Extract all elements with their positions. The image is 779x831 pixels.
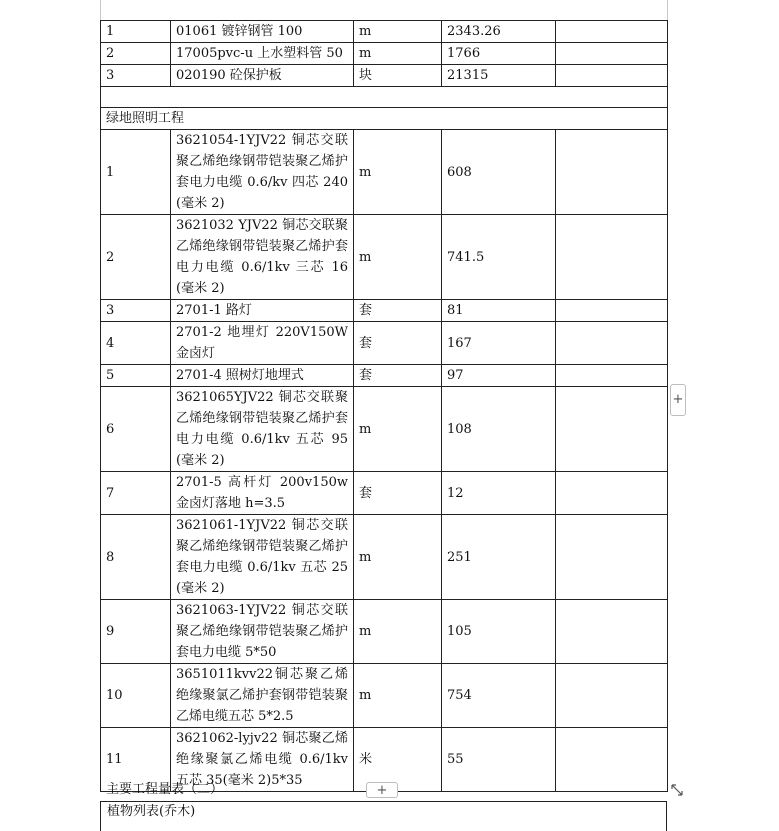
item-name-cell[interactable]: 2701-2 地埋灯 220V150W 金卤灯 <box>171 322 354 365</box>
row-number-cell[interactable]: 5 <box>101 365 171 387</box>
item-name-cell[interactable]: 020190 砼保护板 <box>171 65 354 87</box>
page-edge-right <box>667 0 668 22</box>
remark-cell[interactable] <box>556 130 668 215</box>
row-number-cell[interactable]: 8 <box>101 515 171 600</box>
section-heading-cell[interactable]: 绿地照明工程 <box>101 108 668 130</box>
row-number-cell[interactable]: 11 <box>101 728 171 792</box>
remark-cell[interactable] <box>556 300 668 322</box>
item-name-cell[interactable]: 3621054-1YJV22 铜芯交联聚乙烯绝缘钢带铠装聚乙烯护套电力电缆 0.6/kv 四芯 240(毫米 2) <box>171 130 354 215</box>
table-row <box>101 43 668 65</box>
quantity-cell[interactable]: 81 <box>442 300 556 322</box>
unit-cell[interactable]: 块 <box>354 65 442 87</box>
unit-cell[interactable]: m <box>354 130 442 215</box>
item-name-cell[interactable]: 3621062-lyjv22 铜芯聚乙烯绝缘聚氯乙烯电缆 0.6/1kv 五芯 35(毫米 2)5*35 <box>171 728 354 792</box>
unit-cell[interactable]: m <box>354 387 442 472</box>
table-caption: 主要工程量表（二） <box>106 782 224 797</box>
row-number-cell[interactable]: 4 <box>101 322 171 365</box>
quantity-cell[interactable]: 741.5 <box>442 215 556 300</box>
unit-cell[interactable]: 套 <box>354 472 442 515</box>
table-row <box>101 108 668 130</box>
unit-cell[interactable]: m <box>354 664 442 728</box>
row-number-cell[interactable]: 7 <box>101 472 171 515</box>
item-name-cell[interactable]: 2701-5 高杆灯 200v150w 金卤灯落地 h=3.5 <box>171 472 354 515</box>
item-name-cell[interactable]: 3621032 YJV22 铜芯交联聚乙烯绝缘钢带铠装聚乙烯护套电力电缆 0.6/1kv 三芯 16(毫米 2) <box>171 215 354 300</box>
quantity-cell[interactable]: 105 <box>442 600 556 664</box>
quantity-cell[interactable]: 108 <box>442 387 556 472</box>
quantity-cell[interactable]: 21315 <box>442 65 556 87</box>
plant-list-table <box>100 801 667 831</box>
row-number-cell[interactable]: 6 <box>101 387 171 472</box>
item-name-cell[interactable]: 3621065YJV22 铜芯交联聚乙烯绝缘钢带铠装聚乙烯护套电力电缆 0.6/1kv 五芯 95(毫米 2) <box>171 387 354 472</box>
row-number-cell[interactable]: 10 <box>101 664 171 728</box>
table-row <box>101 215 668 300</box>
table-row <box>101 600 668 664</box>
plant-list-title: 植物列表(乔木) <box>107 804 196 819</box>
item-name-cell[interactable]: 2701-1 路灯 <box>171 300 354 322</box>
remark-cell[interactable] <box>556 728 668 792</box>
table-row <box>101 365 668 387</box>
quantity-cell[interactable]: 55 <box>442 728 556 792</box>
remark-cell[interactable] <box>556 322 668 365</box>
quantity-cell[interactable]: 608 <box>442 130 556 215</box>
engineering-quantity-table <box>100 20 668 792</box>
quantity-cell[interactable]: 1766 <box>442 43 556 65</box>
remark-cell[interactable] <box>556 387 668 472</box>
row-number-cell[interactable]: 2 <box>101 215 171 300</box>
remark-cell[interactable] <box>556 664 668 728</box>
table-row <box>101 300 668 322</box>
row-number-cell[interactable]: 2 <box>101 43 171 65</box>
quantity-cell[interactable]: 754 <box>442 664 556 728</box>
unit-cell[interactable]: m <box>354 515 442 600</box>
item-name-cell[interactable]: 01061 镀锌钢管 100 <box>171 21 354 43</box>
unit-cell[interactable]: m <box>354 600 442 664</box>
item-name-cell[interactable]: 3621061-1YJV22 铜芯交联聚乙烯绝缘钢带铠装聚乙烯护套电力电缆 0.6/1kv 五芯 25(毫米 2) <box>171 515 354 600</box>
table-row <box>101 322 668 365</box>
add-row-button[interactable]: + <box>366 782 398 798</box>
blank-row-cell[interactable] <box>101 87 668 108</box>
unit-cell[interactable]: m <box>354 21 442 43</box>
remark-cell[interactable] <box>556 600 668 664</box>
item-name-cell[interactable]: 3651011kvv22铜芯聚乙烯绝缘聚氯乙烯护套钢带铠装聚乙烯电缆五芯 5*2.5 <box>171 664 354 728</box>
table-row <box>101 130 668 215</box>
unit-cell[interactable]: m <box>354 43 442 65</box>
table-row <box>101 515 668 600</box>
table-row <box>101 664 668 728</box>
remark-cell[interactable] <box>556 515 668 600</box>
row-number-cell[interactable]: 9 <box>101 600 171 664</box>
quantity-cell[interactable]: 2343.26 <box>442 21 556 43</box>
row-number-cell[interactable]: 1 <box>101 21 171 43</box>
table-resize-icon[interactable] <box>670 783 684 797</box>
remark-cell[interactable] <box>556 215 668 300</box>
item-name-cell[interactable]: 17005pvc-u 上水塑料管 50 <box>171 43 354 65</box>
remark-cell[interactable] <box>556 21 668 43</box>
table-row <box>101 87 668 108</box>
page-edge-left <box>100 0 101 22</box>
table-row <box>101 387 668 472</box>
remark-cell[interactable] <box>556 365 668 387</box>
item-name-cell[interactable]: 3621063-1YJV22 铜芯交联聚乙烯绝缘钢带铠装聚乙烯护套电力电缆 5*50 <box>171 600 354 664</box>
add-column-button[interactable]: + <box>670 384 686 416</box>
quantity-cell[interactable]: 167 <box>442 322 556 365</box>
table-row <box>101 65 668 87</box>
row-number-cell[interactable]: 1 <box>101 130 171 215</box>
unit-cell[interactable]: m <box>354 215 442 300</box>
quantity-cell[interactable]: 251 <box>442 515 556 600</box>
unit-cell[interactable]: 米 <box>354 728 442 792</box>
unit-cell[interactable]: 套 <box>354 322 442 365</box>
remark-cell[interactable] <box>556 65 668 87</box>
unit-cell[interactable]: 套 <box>354 300 442 322</box>
row-number-cell[interactable]: 3 <box>101 65 171 87</box>
item-name-cell[interactable]: 2701-4 照树灯地埋式 <box>171 365 354 387</box>
table-row <box>101 21 668 43</box>
quantity-cell[interactable]: 97 <box>442 365 556 387</box>
unit-cell[interactable]: 套 <box>354 365 442 387</box>
row-number-cell[interactable]: 3 <box>101 300 171 322</box>
remark-cell[interactable] <box>556 43 668 65</box>
quantity-cell[interactable]: 12 <box>442 472 556 515</box>
table-row <box>101 472 668 515</box>
remark-cell[interactable] <box>556 472 668 515</box>
